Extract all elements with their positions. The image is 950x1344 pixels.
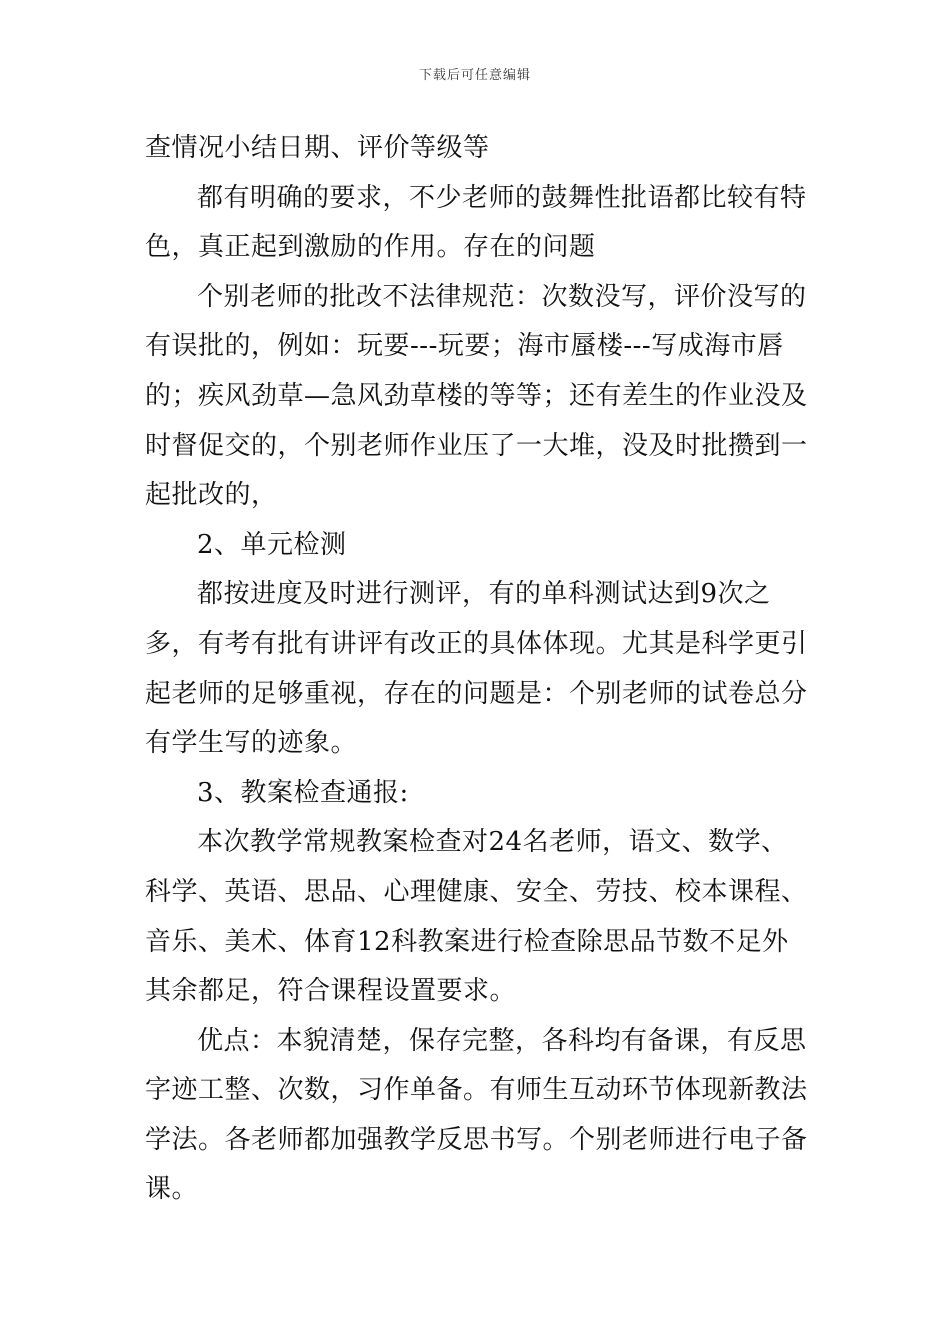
document-body — [145, 124, 809, 1215]
paragraph-lesson-plan-check: 本次教学常规教案检查对24名老师，语文、数学、科学、英语、思品、心理健康、安全、劳技、校本课程、音乐、美术、体育12科教案进行检查除思品节数不足外其余都足，符合课程设置要求。 — [145, 827, 808, 1007]
section-heading-unit-test: 2、单元检测 — [197, 529, 347, 560]
paragraph-continuation: 查情况小结日期、评价等级等 — [145, 133, 490, 163]
page-header-note: 下载后可任意编辑 — [418, 68, 531, 83]
paragraph-strengths: 优点：本貌清楚，保存完整，各科均有备课，有反思字迹工整、次数，习作单备。有师生互动环节体现新教法学法。各老师都加强教学反思书写。个别老师进行电子备课。 — [145, 1025, 808, 1205]
paragraph-unit-test: 都按进度及时进行测评，有的单科测试达到9次之多，有考有批有讲评有改正的具体体现。尤其是科学更引起老师的足够重视，存在的问题是：个别老师的试卷总分有学生写的迹象。 — [145, 579, 808, 759]
section-heading-lesson-plan: 3、教案检查通报: — [197, 777, 409, 808]
paragraph-grading-issues: 个别老师的批改不法律规范：次数没写，评价没写的有误批的，例如：玩要---玩要；海市蜃楼---写成海市唇的；疾风劲草—急风劲草楼的等等；还有差生的作业没及时督促交的，个别老师作业压了一大堆，没及时批攒到一起批改的， — [145, 281, 808, 511]
paragraph-homework-praise: 都有明确的要求，不少老师的鼓舞性批语都比较有特色，真正起到激励的作用。存在的问题 — [145, 182, 807, 263]
